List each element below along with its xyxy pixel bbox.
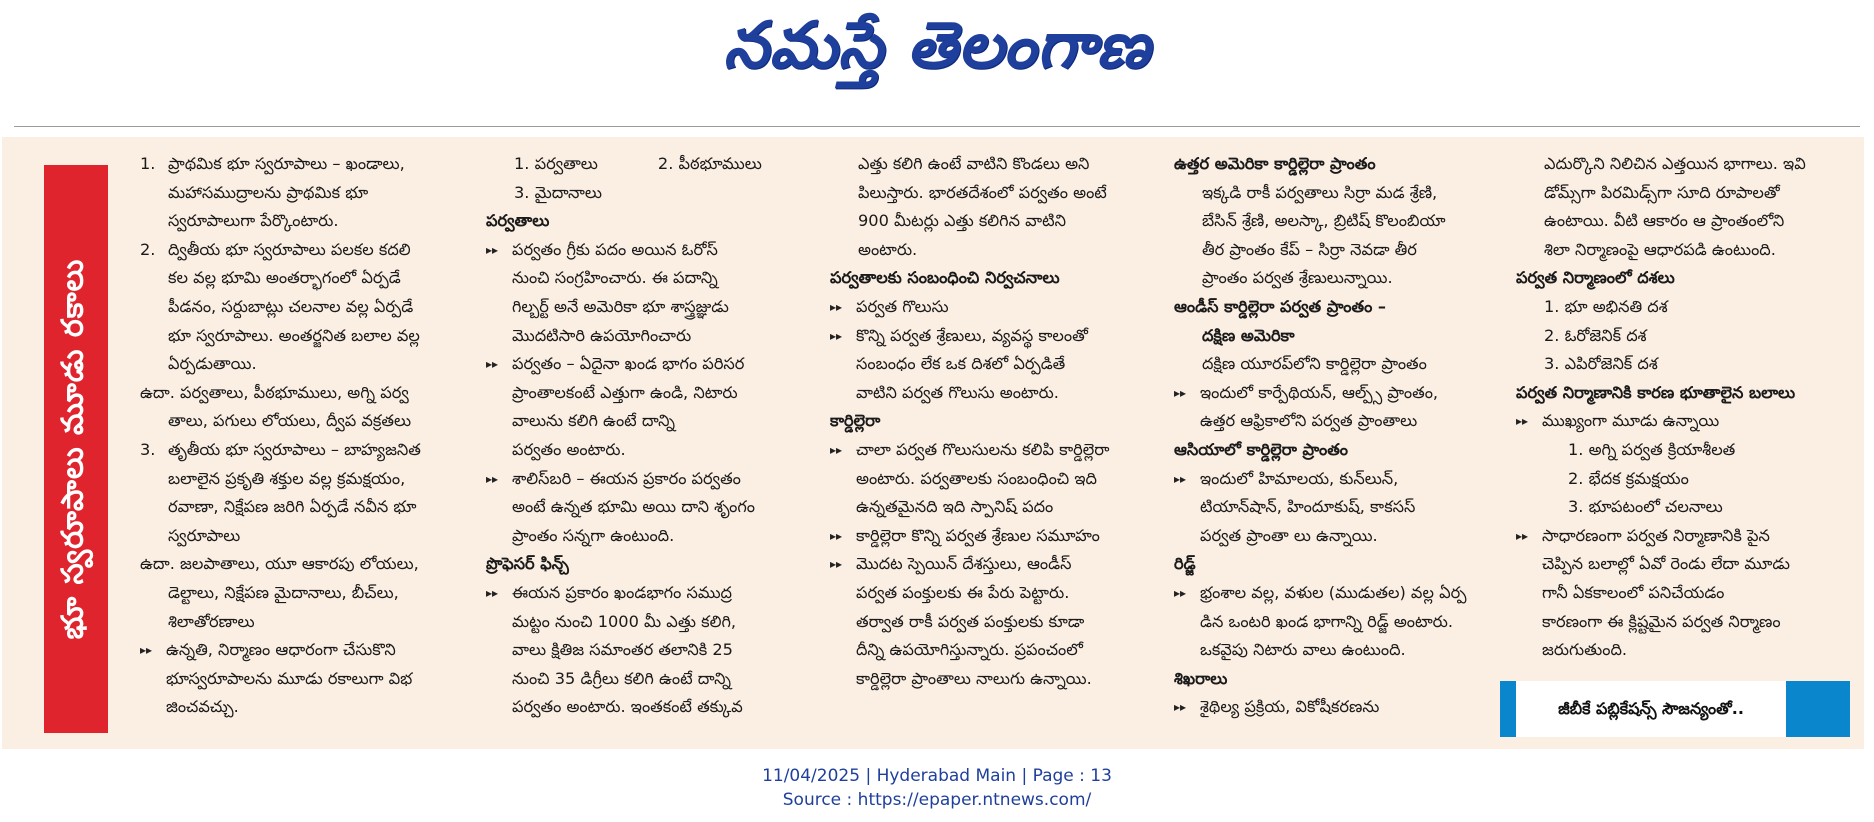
double-chevron-icon: ▸▸ (486, 471, 499, 486)
divider (14, 126, 1860, 127)
double-chevron-icon: ▸▸ (486, 585, 499, 600)
example-text: డెల్టాలు, నిక్షేపణ మైదానాలు, బీచ్‌లు, (168, 582, 399, 602)
credit-box (1500, 681, 1850, 737)
list-line: 2. భేదక క్రమక్షయం (1568, 468, 1689, 488)
bullet-item: ▸▸ కొన్ని పర్వత శ్రేణులు, వ్యవస్థ కాలంతో సంబంధం లేక ఒక దిశలో ఏర్పడితే వాటిని పర్వత గొలుసు అంటారు. (830, 322, 1152, 408)
bullet-item: ▸▸ ఇందులో కార్పేథియన్, ఆల్ప్స్ ప్రాంతం, ఉత్తర ఆఫ్రికాలోని పర్వత ప్రాంతాలు (1174, 379, 1496, 436)
list-line: 1. భూ అభినతి దశ (1544, 296, 1668, 316)
list-line: 1. పర్వతాలు 2. పీఠభూములు (514, 154, 762, 173)
section-heading: పర్వత నిర్మాణంలో దశలు (1516, 268, 1675, 288)
bullet-item: ▸▸ ముఖ్యంగా మూడు ఉన్నాయి (1516, 407, 1856, 436)
example-text: ఉదా. జలపాతాలు, యూ ఆకారపు లోయలు, (140, 554, 419, 574)
double-chevron-icon: ▸▸ (1174, 471, 1187, 486)
double-chevron-icon: ▸▸ (830, 557, 843, 572)
section-heading: దక్షిణ అమెరికా (1202, 325, 1295, 345)
masthead-title: నమస్తే తెలంగాణ (723, 9, 1151, 83)
column-2 (486, 150, 808, 722)
section-heading: పర్వతాలు (486, 211, 550, 231)
section-heading: రిడ్జ్ (1174, 554, 1196, 574)
section-heading: ప్రొఫెసర్ ఫిన్చ్ (486, 554, 569, 574)
list-line: 3. ఎపిరోజెనిక్ దశ (1544, 354, 1658, 374)
double-chevron-icon: ▸▸ (830, 328, 843, 343)
numbered-item: 3. తృతీయ భూ స్వరూపాలు – బాహ్యజనిత బలాలైన ప్రకృతి శక్తుల వల్ల క్రమక్షయం, రవాణా, నిక్షేపణ జరిగి ఏర్పడే నవీన భూ స్వరూపాలు (140, 439, 421, 545)
double-chevron-icon: ▸▸ (830, 528, 843, 543)
double-chevron-icon: ▸▸ (1516, 414, 1529, 429)
bullet-item: ▸▸ ఇందులో హిమాలయ, కున్‌లున్, టియాన్‌షాన్, హిందూకుష్, కాకసస్ పర్వత ప్రాంతా లు ఉన్నాయి. (1174, 465, 1496, 551)
bullet-item: ▸▸ కార్డిల్లెరా కొన్ని పర్వత శ్రేణుల సమూహం (830, 522, 1152, 551)
double-chevron-icon: ▸▸ (830, 442, 843, 457)
double-chevron-icon: ▸▸ (486, 242, 499, 257)
continued-text: ఎత్తు కలిగి ఉంటే వాటిని కొండలు అని పిలుస్తారు. భారతదేశంలో పర్వతం అంటే 900 మీటర్లు ఎత్తు కలిగిన వాటిని అంటారు. (858, 154, 1107, 259)
section-heading: శిఖరాలు (1174, 668, 1228, 688)
bullet-item: ▸▸ శైథిల్య ప్రక్రియ, వికోషీకరణను (1174, 693, 1496, 722)
column-5 (1516, 150, 1856, 665)
paragraph: దక్షిణ యూరప్‌లోని కార్డిల్లెరా ప్రాంతం (1202, 354, 1427, 374)
paragraph: ఇక్కడి రాకీ పర్వతాలు సిర్రా మడ శ్రేణి, బేసిన్ శ్రేణి, అలస్కా, బ్రిటిష్ కొలంబియా తీర ప్రాంతం కేప్ – సిర్రా నెవడా తీర ప్రాంతం పర్వత శ్రేణులున్నాయి. (1202, 182, 1446, 288)
double-chevron-icon: ▸▸ (1174, 585, 1187, 600)
double-chevron-icon: ▸▸ (1174, 700, 1187, 715)
credit-text: జీబీకే పబ్లికేషన్స్ సౌజన్యంతో.. (1516, 681, 1786, 737)
list-line: 1. అగ్ని పర్వత క్రియాశీలత (1568, 439, 1736, 459)
continued-text: ఎదుర్కొని నిలిచిన ఎత్తయిన భాగాలు. ఇవి డోమ్స్‌గా పిరమిడ్స్‌గా సూది రూపాలతో ఉంటాయి. వీటి ఆకారం ఆ ప్రాంతంలోని శిలా నిర్మాణంపై ఆధారపడి ఉంటుంది. (1544, 154, 1806, 259)
section-heading: ఆసియాలో కార్డిల్లెరా ప్రాంతం (1174, 439, 1349, 459)
section-heading: ఆండీస్ కార్డిల్లెరా పర్వత ప్రాంతం – (1174, 296, 1387, 316)
bullet-item: ▸▸ పర్వతం గ్రీకు పదం అయిన ఓరోస్ నుంచి సంగ్రహించారు. ఈ పదాన్ని గిల్బర్ట్ అనే అమెరికా భూ శాస్త్రజ్ఞుడు మొదటిసారి ఉపయోగించారు (486, 236, 808, 350)
section-heading: పర్వత నిర్మాణానికి కారణ భూతాలైన బలాలు (1516, 382, 1796, 402)
masthead (0, 0, 1874, 95)
list-line: 3. మైదానాలు (514, 182, 602, 202)
list-line: 2. ఓరోజెనిక్ దశ (1544, 325, 1647, 345)
section-heading: పర్వతాలకు సంబంధించి నిర్వచనాలు (830, 268, 1060, 288)
numbered-item: 1. ప్రాథమిక భూ స్వరూపాలు – ఖండాలు, మహాసముద్రాలను ప్రాథమిక భూ స్వరూపాలుగా పేర్కొంటారు. (140, 154, 405, 231)
example-text: శిలాతోరణాలు (168, 611, 255, 631)
double-chevron-icon: ▸▸ (1516, 528, 1529, 543)
section-heading: ఉత్తర అమెరికా కార్డిల్లెరా ప్రాంతం (1174, 154, 1376, 173)
footer-date-line: 11/04/2025 | Hyderabad Main | Page : 13 (762, 766, 1112, 786)
bullet-item: ▸▸ ఈయన ప్రకారం ఖండభాగం సముద్ర మట్టం నుంచి 1000 మీ ఎత్తు కలిగి, వాలు క్షితిజ సమాంతర తలానికి 25 నుంచి 35 డిగ్రీలు కలిగి ఉంటే దాన్ని పర్వతం అంటారు. ఇంతకంటే తక్కువ (486, 579, 808, 722)
bullet-item: ▸▸ శాలిస్‌బరి – ఈయన ప్రకారం పర్వతం అంటే ఉన్నత భూమి అయి దాని శృంగం ప్రాంతం సన్నగా ఉంటుంది. (486, 465, 808, 551)
double-chevron-icon: ▸▸ (830, 299, 843, 314)
section-heading: కార్డిల్లెరా (830, 411, 881, 431)
bullet-item: ▸▸ మొదట స్పెయిన్ దేశస్తులు, ఆండీస్ పర్వత పంక్తులకు ఈ పేరు పెట్టారు. తర్వాత రాకీ పర్వత పంక్తులకు కూడా దీన్ని ఉపయోగిస్తున్నారు. ప్రపంచంలో కార్డిల్లెరా ప్రాంతాలు నాలుగు ఉన్నాయి. (830, 550, 1152, 693)
example-text: తాలు, పగులు లోయలు, ద్వీప వక్రతలు (168, 411, 412, 431)
bullet-item: ▸▸ సాధారణంగా పర్వత నిర్మాణానికి పైన చెప్పిన బలాల్లో ఏవో రెండు లేదా మూడు గానీ ఏకకాలంలో పనిచేయడం కారణంగా ఈ క్లిష్టమైన పర్వత నిర్మాణం జరుగుతుంది. (1516, 522, 1856, 665)
footer-source-line: Source : https://epaper.ntnews.com/ (782, 790, 1092, 810)
column-3 (830, 150, 1152, 693)
double-chevron-icon: ▸▸ (1174, 385, 1187, 400)
bullet-item: ▸▸ చాలా పర్వత గొలుసులను కలిపి కార్డిల్లెరా అంటారు. పర్వతాలకు సంబంధించి ఇది ఉన్నతమైనది ఇది స్పానిష్ పదం (830, 436, 1152, 522)
banner-title: భూ స్వరూపాలు మూడు రకాలు (55, 258, 91, 640)
bullet-item: ▸▸ ఉన్నతి, నిర్మాణం ఆధారంగా చేసుకొని భూస్వరూపాలను మూడు రకాలుగా విభ జించవచ్చు. (140, 636, 462, 722)
numbered-item: 2. ద్వితీయ భూ స్వరూపాలు పలకల కదలి కల వల్ల భూమి అంతర్భాగంలో ఏర్పడే పీడనం, సర్దుబాట్లు చలనాల వల్ల ఏర్పడే భూ స్వరూపాలు. అంతర్జనిత బలాల వల్ల ఏర్పడుతాయి. (140, 239, 420, 374)
bullet-item: ▸▸ పర్వతం – ఏదైనా ఖండ భాగం పరిసర ప్రాంతాలకంటే ఎత్తుగా ఉండి, నిటారు వాలును కలిగి ఉంటే దాన్ని పర్వతం అంటారు. (486, 350, 808, 464)
double-chevron-icon: ▸▸ (486, 357, 499, 372)
column-4 (1174, 150, 1496, 722)
bullet-item: ▸▸ భ్రంశాల వల్ల, వళుల (ముడుతల) వల్ల ఏర్ప డిన ఒంటరి ఖండ భాగాన్ని రిడ్జ్ అంటారు. ఒకవైపు నిటారు వాలు ఉంటుంది. (1174, 579, 1496, 665)
list-line: 3. భూపటంలో చలనాలు (1568, 497, 1723, 517)
double-chevron-icon: ▸▸ (140, 643, 153, 658)
example-text: ఉదా. పర్వతాలు, పీఠభూములు, అగ్ని పర్వ (140, 382, 409, 402)
bullet-item: ▸▸ పర్వత గొలుసు (830, 293, 1152, 322)
column-1 (140, 150, 462, 722)
vertical-banner (44, 165, 108, 733)
